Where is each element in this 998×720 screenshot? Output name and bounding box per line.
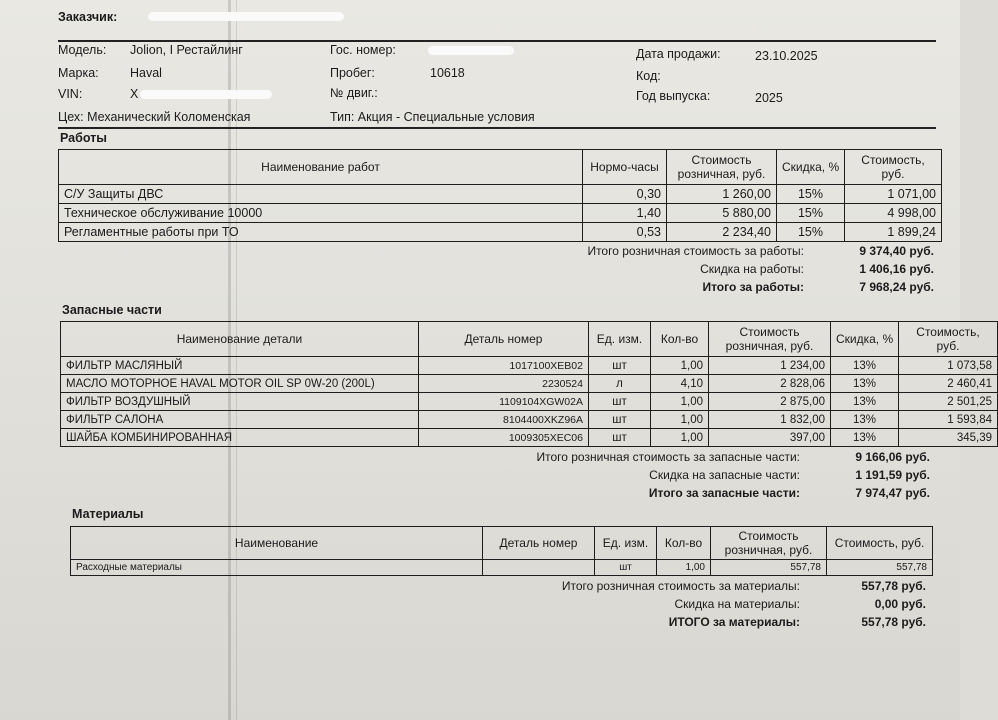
table-row	[71, 560, 933, 576]
part-name: ШАЙБА КОМБИНИРОВАННАЯ	[61, 429, 419, 447]
part-name: МАСЛО МОТОРНОЕ HAVAL MOTOR OIL SP 0W-20 (200L)	[61, 375, 419, 393]
material-name: Расходные материалы	[71, 560, 483, 576]
materials-total-retail-label: Итого розничная стоимость за материалы:	[561, 579, 800, 593]
col-header: Нормо-часы	[583, 150, 667, 185]
part-cost: 1 593,84	[899, 411, 998, 429]
redacted-customer	[148, 12, 344, 21]
table-row	[61, 393, 998, 411]
materials-discount-value: 0,00 руб.	[874, 597, 926, 611]
brand-label: Марка:	[58, 66, 99, 80]
work-retail: 5 880,00	[667, 204, 777, 223]
part-unit: шт	[589, 411, 651, 429]
materials-total-value: 557,78 руб.	[861, 615, 926, 629]
col-header: Наименование работ	[59, 150, 583, 185]
part-unit: шт	[589, 357, 651, 375]
works-discount-label: Скидка на работы:	[700, 262, 804, 276]
header-divider	[58, 40, 936, 42]
part-qty: 1,00	[651, 393, 709, 411]
col-header: Скидка, %	[777, 150, 845, 185]
col-header: Наименование детали	[61, 322, 419, 357]
model-value: Jolion, I Рестайлинг	[130, 43, 243, 57]
redacted-vin	[140, 90, 272, 99]
parts-discount-value: 1 191,59 руб.	[855, 468, 930, 482]
table-row	[59, 185, 942, 204]
parts-section-title: Запасные части	[62, 303, 162, 317]
work-cost: 4 998,00	[845, 204, 942, 223]
col-header: Деталь номер	[419, 322, 589, 357]
sale-date-value: 23.10.2025	[755, 49, 818, 63]
part-qty: 4,10	[651, 375, 709, 393]
work-hours: 1,40	[583, 204, 667, 223]
model-label: Модель:	[58, 43, 107, 57]
part-number: 2230524	[419, 375, 589, 393]
part-retail: 397,00	[709, 429, 831, 447]
part-name: ФИЛЬТР САЛОНА	[61, 411, 419, 429]
sale-date-label: Дата продажи:	[636, 47, 721, 61]
customer-label: Заказчик:	[58, 10, 118, 24]
work-cost: 1 071,00	[845, 185, 942, 204]
parts-total-label: Итого за запасные части:	[648, 486, 800, 500]
parts-total-retail-label: Итого розничная стоимость за запасные части:	[536, 450, 800, 464]
col-header: Деталь номер	[483, 527, 595, 560]
material-cost: 557,78	[827, 560, 933, 576]
part-discount: 13%	[831, 393, 899, 411]
parts-table	[60, 321, 998, 447]
material-retail: 557,78	[711, 560, 827, 576]
mileage-value: 10618	[430, 66, 465, 80]
col-header: Ед. изм.	[595, 527, 657, 560]
works-total-retail-label: Итого розничная стоимость за работы:	[587, 244, 804, 258]
work-retail: 2 234,40	[667, 223, 777, 242]
table-row	[61, 429, 998, 447]
works-total-value: 7 968,24 руб.	[859, 280, 934, 294]
col-header: Скидка, %	[831, 322, 899, 357]
plate-label: Гос. номер:	[330, 43, 396, 57]
col-header: Кол-во	[651, 322, 709, 357]
vin-value: X	[130, 87, 139, 101]
materials-discount-label: Скидка на материалы:	[674, 597, 800, 611]
year-label: Год выпуска:	[636, 89, 711, 103]
works-table	[58, 149, 942, 242]
part-number: 1109104XGW02A	[419, 393, 589, 411]
col-header: Стоимость розничная, руб.	[711, 527, 827, 560]
part-number: 1009305XEC06	[419, 429, 589, 447]
works-header-row	[59, 150, 942, 185]
table-row	[61, 411, 998, 429]
materials-total-label: ИТОГО за материалы:	[668, 615, 800, 629]
vin-label: VIN:	[58, 87, 83, 101]
part-cost: 1 073,58	[899, 357, 998, 375]
work-discount: 15%	[777, 223, 845, 242]
table-row	[61, 375, 998, 393]
shop-label: Цех: Механический Коломенская	[58, 110, 251, 124]
part-qty: 1,00	[651, 429, 709, 447]
header-divider	[58, 127, 936, 129]
part-unit: шт	[589, 429, 651, 447]
material-unit: шт	[595, 560, 657, 576]
brand-value: Haval	[130, 66, 162, 80]
code-label: Код:	[636, 69, 661, 83]
redacted-plate	[428, 46, 514, 55]
part-retail: 2 875,00	[709, 393, 831, 411]
order-type: Тип: Акция - Специальные условия	[330, 110, 535, 124]
mileage-label: Пробег:	[330, 66, 375, 80]
parts-total-retail-value: 9 166,06 руб.	[855, 450, 930, 464]
col-header: Стоимость, руб.	[827, 527, 933, 560]
part-qty: 1,00	[651, 411, 709, 429]
part-unit: л	[589, 375, 651, 393]
part-discount: 13%	[831, 357, 899, 375]
materials-table	[70, 526, 933, 576]
part-discount: 13%	[831, 375, 899, 393]
col-header: Наименование	[71, 527, 483, 560]
works-discount-value: 1 406,16 руб.	[859, 262, 934, 276]
work-name: Регламентные работы при ТО	[59, 223, 583, 242]
parts-header-row	[61, 322, 998, 357]
materials-section-title: Материалы	[72, 507, 144, 521]
part-cost: 345,39	[899, 429, 998, 447]
works-total-retail-value: 9 374,40 руб.	[859, 244, 934, 258]
parts-discount-label: Скидка на запасные части:	[649, 468, 800, 482]
part-cost: 2 460,41	[899, 375, 998, 393]
part-retail: 1 832,00	[709, 411, 831, 429]
work-name: Техническое обслуживание 10000	[59, 204, 583, 223]
works-section-title: Работы	[60, 131, 107, 145]
work-retail: 1 260,00	[667, 185, 777, 204]
work-name: С/У Защиты ДВС	[59, 185, 583, 204]
col-header: Стоимость розничная, руб.	[667, 150, 777, 185]
engine-label: № двиг.:	[330, 86, 378, 100]
material-number	[483, 560, 595, 576]
materials-header-row	[71, 527, 933, 560]
part-name: ФИЛЬТР МАСЛЯНЫЙ	[61, 357, 419, 375]
table-row	[59, 204, 942, 223]
table-row	[59, 223, 942, 242]
work-cost: 1 899,24	[845, 223, 942, 242]
part-retail: 2 828,06	[709, 375, 831, 393]
year-value: 2025	[755, 91, 783, 105]
work-discount: 15%	[777, 204, 845, 223]
part-qty: 1,00	[651, 357, 709, 375]
part-retail: 1 234,00	[709, 357, 831, 375]
part-unit: шт	[589, 393, 651, 411]
part-number: 8104400XKZ96A	[419, 411, 589, 429]
work-hours: 0,30	[583, 185, 667, 204]
col-header: Стоимость розничная, руб.	[709, 322, 831, 357]
col-header: Стоимость, руб.	[845, 150, 942, 185]
table-row	[61, 357, 998, 375]
work-discount: 15%	[777, 185, 845, 204]
col-header: Кол-во	[657, 527, 711, 560]
col-header: Ед. изм.	[589, 322, 651, 357]
materials-total-retail-value: 557,78 руб.	[861, 579, 926, 593]
work-hours: 0,53	[583, 223, 667, 242]
part-discount: 13%	[831, 429, 899, 447]
part-number: 1017100XEB02	[419, 357, 589, 375]
works-total-label: Итого за работы:	[702, 280, 804, 294]
parts-total-value: 7 974,47 руб.	[855, 486, 930, 500]
part-discount: 13%	[831, 411, 899, 429]
part-cost: 2 501,25	[899, 393, 998, 411]
col-header: Стоимость, руб.	[899, 322, 998, 357]
part-name: ФИЛЬТР ВОЗДУШНЫЙ	[61, 393, 419, 411]
material-qty: 1,00	[657, 560, 711, 576]
